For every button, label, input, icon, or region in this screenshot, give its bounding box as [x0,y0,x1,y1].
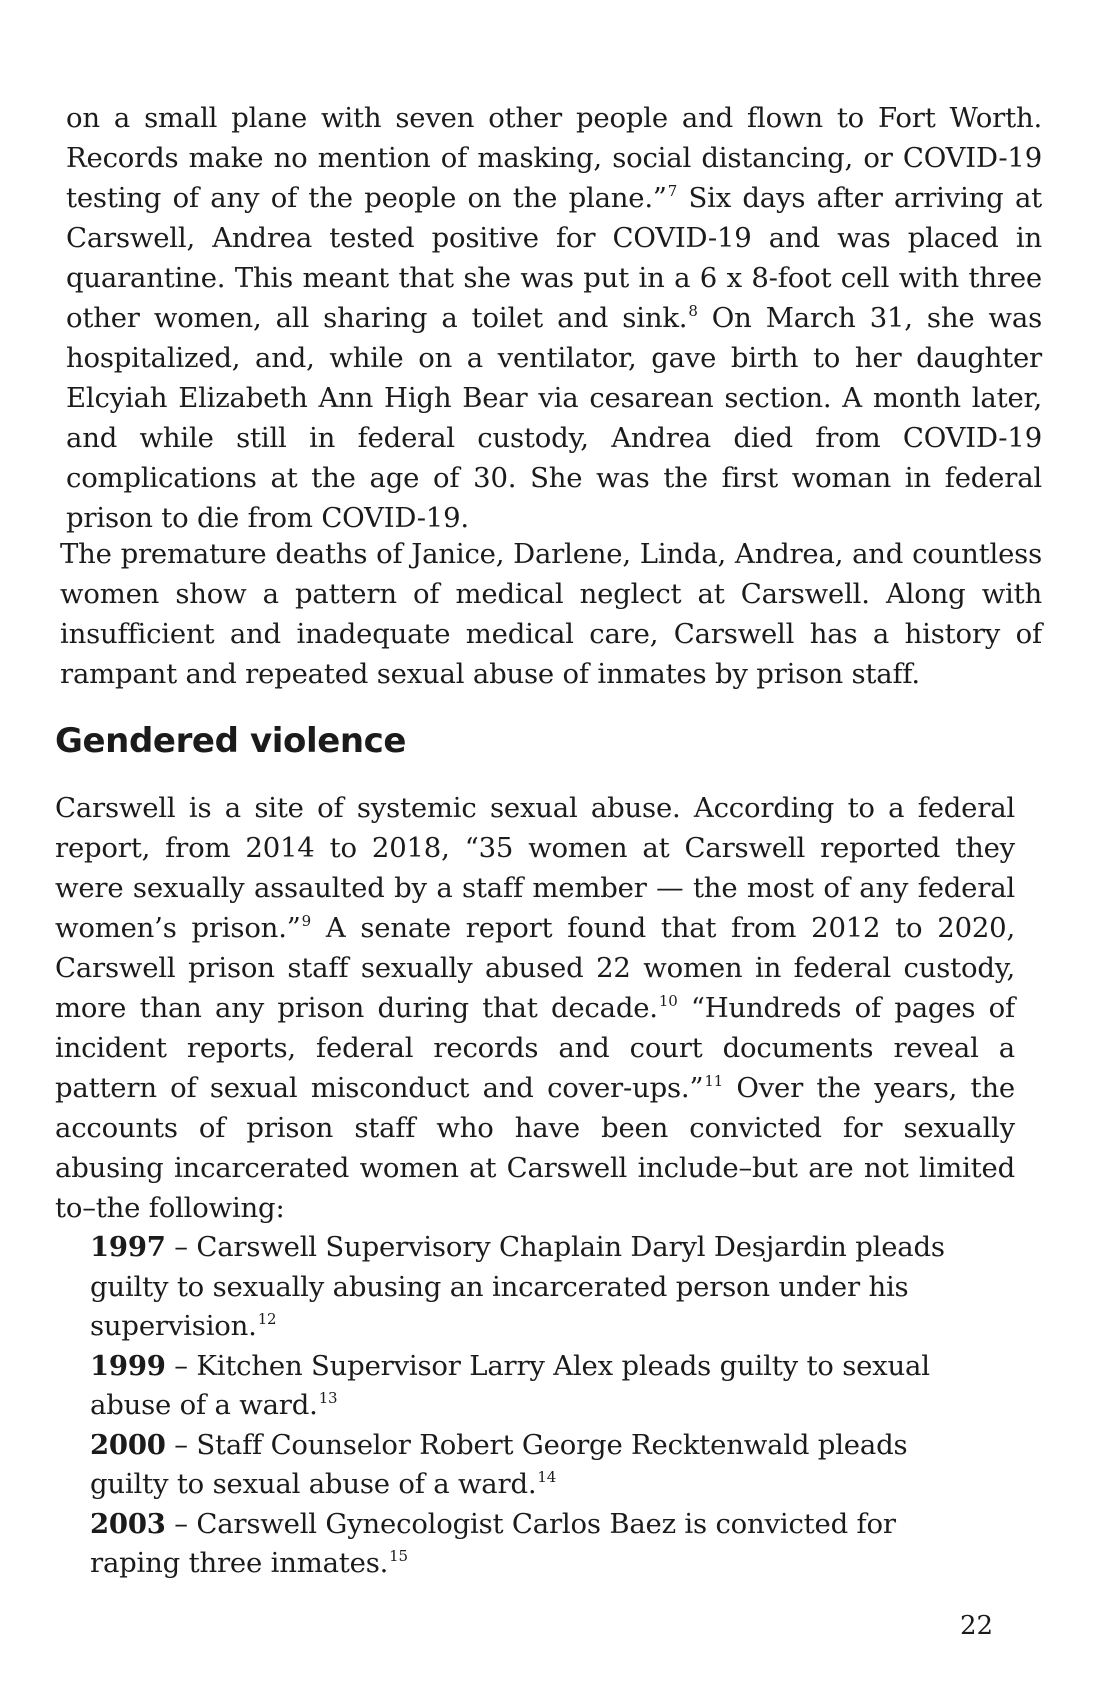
timeline-item [90,1426,990,1505]
paragraph-text: “Hundreds of pages of incident reports, federal records and court documents reveal a pattern of sexual misconduct and cover-ups.” [55,992,1016,1104]
timeline-item [90,1228,990,1347]
paragraph-text: A senate report found that from 2012 to 2020, Carswell prison staff sexually abused 22 women in federal custody, more than any prison during that decade. [55,912,1015,1024]
footnote-marker: 12 [257,1309,277,1328]
body-paragraph [60,534,1042,694]
paragraph-text: on a small plane with seven other people and flown to Fort Worth. Records make no mention of masking, social distancing, or COVID-19 testing of any of the people on the plane.” [66,102,1042,214]
section-paragraph [55,788,1015,1228]
timeline-text: – Carswell Supervisory Chaplain Daryl Desjardin pleads guilty to sexually abusing an incarcerated person under his supervision. [90,1231,945,1342]
timeline-item [90,1505,990,1584]
timeline-year: 2000 [90,1428,166,1461]
paragraph-text: The premature deaths of Janice, Darlene, Linda, Andrea, and countless women show a pattern of medical neglect at Carswell. Along with insufficient and inadequate medical care, Carswell has a history of rampant and repeated sexual abuse of inmates by prison staff. [60,538,1042,690]
timeline-year: 1999 [90,1349,166,1382]
paragraph-text: On March 31, she was hospitalized, and, while on a ventilator, gave birth to her daughter Elcyiah Elizabeth Ann High Bear via cesarean section. A month later, and while still in federal custody, Andrea died from COVID-19 complications at the age of 30. She was the first woman in federal prison to die from COVID-19. [66,302,1042,534]
timeline-year: 2003 [90,1507,166,1540]
timeline-item [90,1347,990,1426]
footnote-marker: 13 [318,1388,338,1407]
paragraph-text: Over the years, the accounts of prison staff who have been convicted for sexually abusing incarcerated women at Carswell include–but are not limited to–the following: [55,1072,1015,1224]
timeline-text: – Carswell Gynecologist Carlos Baez is convicted for raping three inmates. [90,1507,896,1579]
body-paragraph [66,98,1042,538]
footnote-marker: 14 [537,1467,557,1486]
footnote-marker: 7 [667,181,678,200]
timeline-text: – Staff Counselor Robert George Recktenwald pleads guilty to sexual abuse of a ward. [90,1428,908,1500]
footnote-marker: 9 [301,911,311,930]
timeline-text: – Kitchen Supervisor Larry Alex pleads guilty to sexual abuse of a ward. [90,1349,930,1421]
section-heading: Gendered violence [55,721,407,761]
timeline-year: 1997 [90,1231,166,1263]
footnote-marker: 11 [704,1071,723,1090]
footnote-marker: 8 [688,301,698,320]
timeline-list [90,1228,990,1584]
paragraph-text: Six days after arriving at Carswell, Andrea tested positive for COVID-19 and was placed in quarantine. This meant that she was put in a 6 x 8-foot cell with three other women, all sharing a toilet and sink. [66,182,1043,334]
footnote-marker: 10 [658,991,678,1010]
page-number: 22 [960,1611,994,1641]
paragraph-text: Carswell is a site of systemic sexual abuse. According to a federal report, from 2014 to 2018, “35 women at Carswell reported they were sexually assaulted by a staff member — the most of any federal women’s prison.” [55,792,1015,944]
footnote-marker: 15 [389,1546,408,1565]
